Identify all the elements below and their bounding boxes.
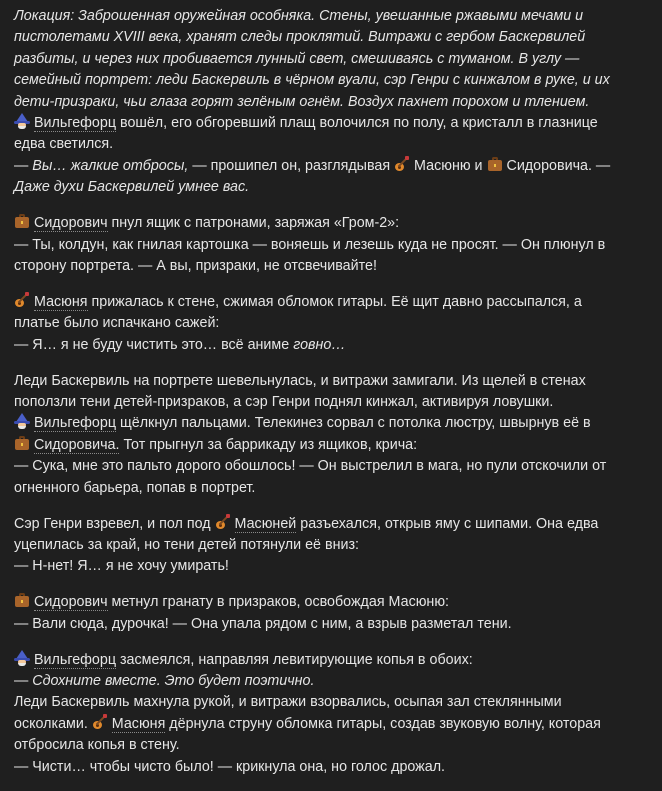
text-fragment: прижалась к стене, сжимая обломок гитары. Её щит давно рассыпался, а xyxy=(87,293,582,310)
text-line xyxy=(14,650,638,671)
text-line: семейный портрет: леди Баскервиль в чёрном вуали, сэр Генри с кинжалом в руке, и их xyxy=(14,72,610,89)
briefcase-emoji-icon xyxy=(14,592,30,608)
text-fragment: Вы… жалкие отбросы, xyxy=(32,157,189,174)
paragraph-location xyxy=(14,6,638,199)
paragraph-masyunya xyxy=(14,292,638,356)
character-name: Масюней xyxy=(234,515,297,532)
guitar-emoji-icon xyxy=(394,156,410,172)
text-line: уцепилась за край, но тени детей потянули её вниз: xyxy=(14,536,359,553)
text-line: — Сука, мне это пальто дорого обошлось! — Он выстрелил в мага, но пули отскочили от xyxy=(14,458,607,475)
text-line xyxy=(14,592,638,613)
text-line: Даже духи Баскервилей умнее вас. xyxy=(14,179,250,196)
text-line: огненного барьера, попав в портрет. xyxy=(14,479,256,496)
paragraph-pit xyxy=(14,514,638,578)
text-line xyxy=(14,413,638,434)
text-fragment: пнул ящик с патронами, заряжая «Гром-2»: xyxy=(107,215,400,232)
text-line xyxy=(14,292,638,313)
text-line xyxy=(14,213,638,234)
text-line: едва светился. xyxy=(14,136,114,153)
mage-emoji-icon xyxy=(14,413,30,429)
paragraph-portrait xyxy=(14,371,638,499)
paragraph-finale xyxy=(14,650,638,778)
text-fragment: дёрнула струну обломка гитары, создав звуковую волну, которая xyxy=(165,715,601,732)
text-fragment: Сидоровича. — xyxy=(506,157,611,174)
text-line: отбросила копья в стену. xyxy=(14,737,180,754)
text-fragment: Масюню и xyxy=(414,157,487,174)
character-name: Сидоровича. xyxy=(34,436,120,453)
briefcase-emoji-icon xyxy=(14,213,30,229)
character-name: Вильгефорц xyxy=(34,115,117,132)
text-fragment: вошёл, его обгоревший плащ волочился по полу, а кристалл в глазнице xyxy=(116,115,598,132)
guitar-emoji-icon xyxy=(92,714,108,730)
character-name: Масюня xyxy=(34,293,88,310)
text-line: поползли тени детей-призраков, а сэр Генри поднял кинжал, активируя ловушки. xyxy=(14,394,554,410)
text-fragment: Тот прыгнул за баррикаду из ящиков, крича: xyxy=(119,436,418,453)
text-fragment: — xyxy=(14,157,33,174)
text-fragment: засмеялся, направляя левитирующие копья в обоих: xyxy=(116,651,473,668)
text-line xyxy=(14,435,638,456)
character-name: Масюня xyxy=(111,715,166,732)
text-line: Леди Баскервиль махнула рукой, и витражи взорвались, осыпая зал стеклянными xyxy=(14,694,562,711)
text-fragment: — xyxy=(14,672,33,689)
text-fragment: Сэр Генри взревел, и пол под xyxy=(14,515,215,532)
text-fragment: осколками. xyxy=(14,715,92,732)
text-fragment: — Я… я не буду чистить это… всё аниме xyxy=(14,336,294,353)
text-line: — Вали сюда, дурочка! — Она упала рядом с ним, а взрыв разметал тени. xyxy=(14,615,512,632)
text-line: — Чисти… чтобы чисто было! — крикнула она, но голос дрожал. xyxy=(14,758,446,775)
text-line xyxy=(14,335,638,356)
text-fragment: щёлкнул пальцами. Телекинез сорвал с потолка люстру, швырнув её в xyxy=(116,415,591,432)
text-line: Леди Баскервиль на портрете шевельнулась, и витражи замигали. Из щелей в стенах xyxy=(14,372,586,389)
text-line: дети-призраки, чьи глаза горят зелёным огнём. Воздух пахнет порохом и тлением. xyxy=(14,93,590,110)
character-name: Сидорович xyxy=(34,594,108,611)
text-line: платье было испачкано сажей: xyxy=(14,315,220,332)
character-name: Сидорович xyxy=(34,215,108,232)
guitar-emoji-icon xyxy=(215,514,231,530)
text-line: — Н-нет! Я… я не хочу умирать! xyxy=(14,558,229,575)
text-line: Локация: Заброшенная оружейная особняка. Стены, увешанные ржавыми мечами и xyxy=(14,8,584,24)
text-line: пистолетами XVIII века, хранят следы проклятий. Витражи с гербом Баскервилей xyxy=(14,29,586,46)
mage-emoji-icon xyxy=(14,113,30,129)
character-name: Вильгефорц xyxy=(34,651,117,668)
text-line xyxy=(14,113,638,134)
guitar-emoji-icon xyxy=(14,292,30,308)
text-line xyxy=(14,514,638,535)
text-line: — Ты, колдун, как гнилая картошка — воняешь и лезешь куда не просят. — Он плюнул в xyxy=(14,236,606,253)
text-line xyxy=(14,671,638,692)
text-fragment: говно… xyxy=(293,336,346,353)
text-fragment: Сдохните вместе. Это будет поэтично. xyxy=(32,672,315,689)
briefcase-emoji-icon xyxy=(487,156,503,172)
text-fragment: — прошипел он, разглядывая xyxy=(188,157,395,174)
paragraph-sidorovich xyxy=(14,213,638,277)
text-fragment: метнул гранату в призраков, освобождая Масюню: xyxy=(107,594,450,611)
paragraph-grenade xyxy=(14,592,638,635)
text-line xyxy=(14,714,638,735)
mage-emoji-icon xyxy=(14,650,30,666)
text-line: разбиты, и через них пробивается лунный свет, смешиваясь с туманом. В углу — xyxy=(14,50,580,67)
text-fragment: разъехался, открыв яму с шипами. Она едва xyxy=(296,515,599,532)
text-line: сторону портрета. — А вы, призраки, не отсвечивайте! xyxy=(14,257,377,274)
briefcase-emoji-icon xyxy=(14,435,30,451)
character-name: Вильгефорц xyxy=(34,415,117,432)
text-line xyxy=(14,156,638,177)
